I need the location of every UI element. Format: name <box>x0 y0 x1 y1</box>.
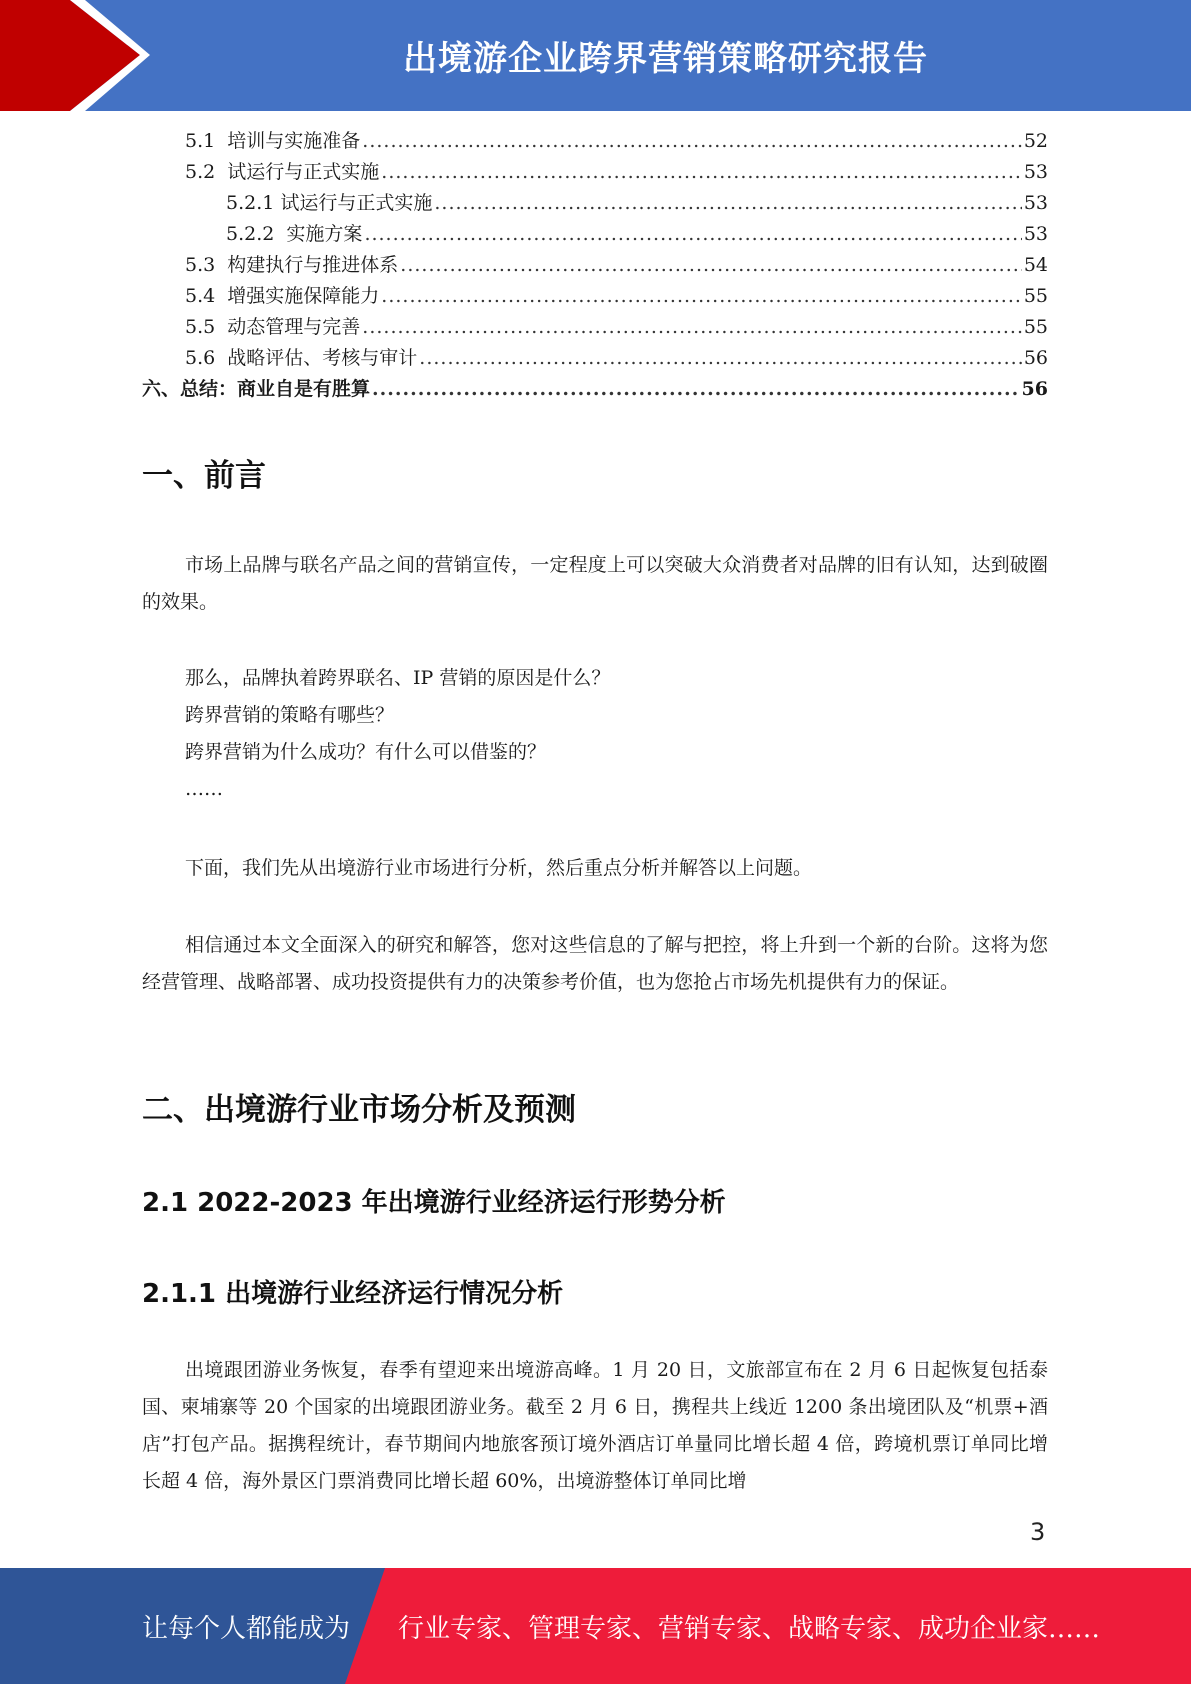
toc-leader-dots <box>419 343 1022 374</box>
body-paragraph: 出境跟团游业务恢复，春季有望迎来出境游高峰。1 月 20 日，文旅部宣布在 2 月 6 日起恢复包括泰国、柬埔寨等 20 个国家的出境跟团游业务。截至 2 月 6 日，携程共上线近 1200 条出境团队及“机票+酒店”打包产品。据携程统计，春节期间内地旅客预订境外酒店订单量同比增长超 4 倍，跨境机票订单同比增长超 4 倍，海外景区门票消费同比增长超 60%，出境游整体订单同比增 <box>142 1359 1048 1492</box>
toc-entry-page: 52 <box>1023 130 1048 152</box>
footer-slogan-left: 让每个人都能成为 <box>142 1613 351 1644</box>
toc-entry[interactable] <box>185 312 1048 343</box>
toc-entry[interactable] <box>226 219 1048 250</box>
page-header <box>0 0 1191 111</box>
toc-entry-page: 53 <box>1023 192 1048 214</box>
toc-entry-page: 54 <box>1023 254 1048 276</box>
toc-entry-chapter[interactable] <box>142 374 1048 405</box>
toc-entry-label: 5.2.2 实施方案 <box>226 223 363 245</box>
question-line: 跨界营销的策略有哪些？ <box>185 704 395 726</box>
toc-entry[interactable] <box>185 250 1048 281</box>
report-title: 出境游企业跨界营销策略研究报告 <box>403 39 928 79</box>
toc-leader-dots <box>381 157 1022 188</box>
toc-leader-dots <box>372 374 1020 405</box>
toc-entry-label: 六、总结：商业自是有胜算 <box>142 378 371 400</box>
toc-leader-dots <box>362 312 1022 343</box>
toc-entry-page: 53 <box>1023 161 1048 183</box>
toc-entry-page: 53 <box>1023 223 1048 245</box>
toc-entry-label: 5.1 培训与实施准备 <box>185 130 361 152</box>
toc-entry-page: 56 <box>1023 347 1048 369</box>
toc-entry-label: 5.4 增强实施保障能力 <box>185 285 380 307</box>
toc-entry-page: 55 <box>1023 316 1048 338</box>
section-heading: 二、出境游行业市场分析及预测 <box>142 1092 576 1128</box>
page-number: 3 <box>1030 1518 1046 1546</box>
toc-leader-dots <box>381 281 1022 312</box>
body-paragraph: 下面，我们先从出境游行业市场进行分析，然后重点分析并解答以上问题。 <box>185 857 813 879</box>
toc-entry-label: 5.3 构建执行与推进体系 <box>185 254 399 276</box>
section-heading: 一、前言 <box>142 458 266 494</box>
question-line: 那么，品牌执着跨界联名、IP 营销的原因是什么？ <box>185 667 611 689</box>
body-paragraph: 相信通过本文全面深入的研究和解答，您对这些信息的了解与把控，将上升到一个新的台阶。这将为您经营管理、战略部署、成功投资提供有力的决策参考价值，也为您抢占市场先机提供有力的保证。 <box>142 934 1048 993</box>
toc-leader-dots <box>362 126 1022 157</box>
toc-entry-label: 5.2.1 试运行与正式实施 <box>226 192 433 214</box>
toc-leader-dots <box>400 250 1022 281</box>
toc-entry-page: 55 <box>1023 285 1048 307</box>
toc-entry-label: 5.5 动态管理与完善 <box>185 316 361 338</box>
toc-entry-label: 5.6 战略评估、考核与审计 <box>185 347 418 369</box>
toc-entry[interactable] <box>185 281 1048 312</box>
question-line: 跨界营销为什么成功？有什么可以借鉴的？ <box>185 741 547 763</box>
footer-slogan-right: 行业专家、管理专家、营销专家、战略专家、成功企业家…… <box>398 1613 1101 1644</box>
toc-entry[interactable] <box>185 126 1048 157</box>
toc-leader-dots <box>364 219 1021 250</box>
header-arrow-decoration <box>0 0 160 111</box>
subsection-heading: 2.1 2022-2023 年出境游行业经济运行形势分析 <box>142 1188 726 1218</box>
body-paragraph: 市场上品牌与联名产品之间的营销宣传，一定程度上可以突破大众消费者对品牌的旧有认知，达到破圈的效果。 <box>142 554 1048 613</box>
toc-leader-dots <box>434 188 1021 219</box>
page-footer <box>0 1568 1191 1684</box>
ellipsis-line: …… <box>185 778 223 800</box>
toc-entry[interactable] <box>185 157 1048 188</box>
toc-entry-page: 56 <box>1021 378 1048 400</box>
toc-entry[interactable] <box>226 188 1048 219</box>
toc-entry-label: 5.2 试运行与正式实施 <box>185 161 380 183</box>
subsection-heading: 2.1.1 出境游行业经济运行情况分析 <box>142 1279 564 1309</box>
toc-entry[interactable] <box>185 343 1048 374</box>
